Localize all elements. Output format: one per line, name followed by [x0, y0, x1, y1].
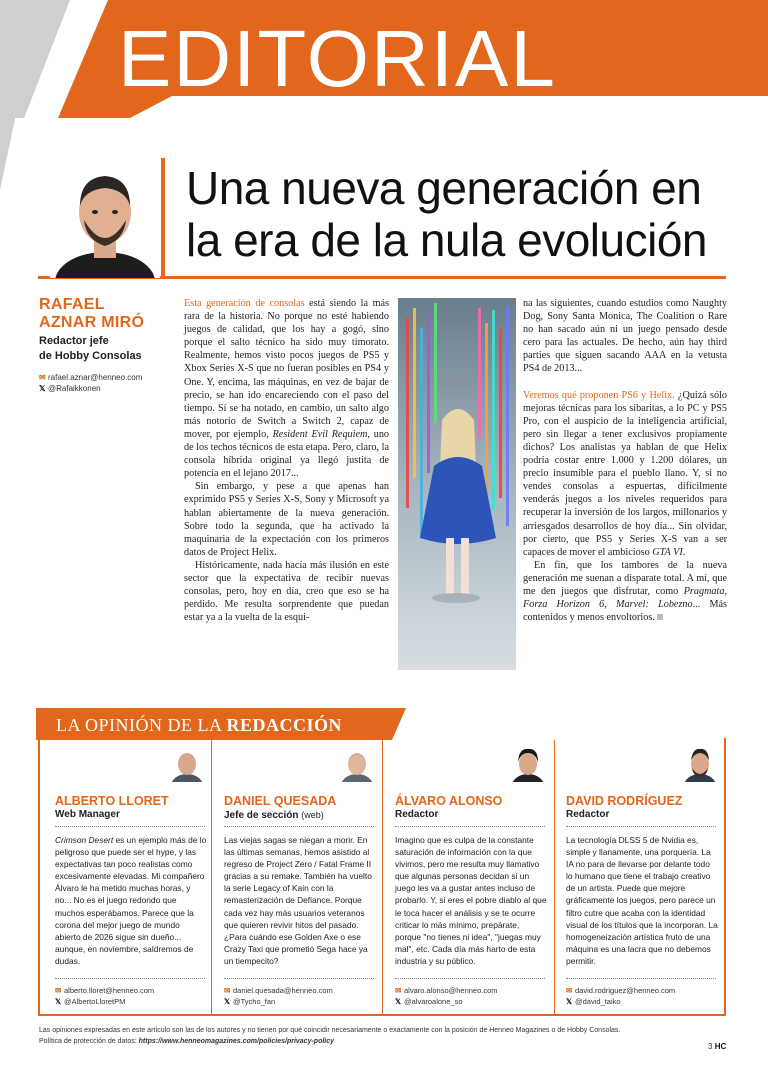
- card-text: La tecnología DLSS 5 de Nvidia es, simple y llanamente, una porquería. La IA no para de llevarse por delante todo lo humano que tiene el trabajo creativo de un artista. Puede que mejore gráficamente los juegos, pero parece un filtro cutre que acaba con la identidad visual de los títulos que la incorporan. La homogeneización artística fruto de una máquina es una lacra que no debemos permitir.: [566, 835, 718, 966]
- end-mark-icon: [657, 614, 663, 620]
- avatar-david-icon: [683, 746, 717, 782]
- italic-title: Crimson Desert: [55, 835, 114, 845]
- lead-text: Esta generación de consolas: [184, 298, 305, 309]
- paragraph-text: Históricamente, nada hacía más ilusión en este sector que la expectativa de recibir nuevas consolas, pero, hoy en día, creo que eso se ha perdido. Me resulta sorprendente que puedan estar ya a la vuelta de la esqui-: [184, 559, 389, 624]
- card-email[interactable]: [395, 985, 498, 996]
- dotted-separator: [55, 978, 205, 979]
- card-x-text: @david_taiko: [575, 997, 621, 1006]
- paragraph-tail: , uno de los techos técnicos de esta etapa. Pero, claro, la consola híbrida original ya llegó justita de potencia en el lejano 2017...: [184, 428, 390, 480]
- card-text: Las viejas sagas se niegan a morir. En las últimas semanas, hemos asistido al regreso de Project Zero / Fatal Frame II gracias a su remake. También ha vuelto la serie Legacy of Kain con la remasterización de Defiance. Porque cada vez hay más usuarios veteranos que quieren revivir hitos del pasado. ¿Para cuándo ese Golden Axe o ese Crazy Taxi que prometió Sega hace ya un tiempecito?: [224, 835, 372, 966]
- author-x-text: @Rafaikkonen: [48, 384, 101, 393]
- card-role-text: Web Manager: [55, 809, 120, 820]
- card-x-handle[interactable]: [55, 996, 125, 1007]
- email-icon: ✉: [39, 373, 46, 382]
- card-role: [224, 809, 324, 822]
- author-name-line-1: RAFAEL: [39, 296, 105, 313]
- opinion-card-daniel: [212, 740, 382, 1016]
- paragraph-1: [184, 297, 389, 480]
- email-icon: ✉: [55, 986, 62, 995]
- author-role-line-1: Redactor jefe: [39, 335, 109, 347]
- card-name: DANIEL QUESADA: [224, 794, 337, 808]
- paragraph-text: está siendo la más rara de la historia. No porque no esté habiendo juegos de calidad, que los hay a gogó, sino porque el salto técnico ha sido muy timorato. Realmente, hemos visto pocos juegos de PS5 y Xbox Series X-S que no fueran posibles en PS4 y One. Y, encima, las máquinas, en vez de bajar de precio, se han ido encareciendo con el paso del tiempo. Sí se ha notado, en cambio, un salto algo más notorio de Switch a Switch 2, capaz de mover, por ejemplo,: [184, 298, 389, 440]
- paragraph-text: Sin embargo, y pese a que apenas han exprimido PS5 y Series X-S, Sony y Microsoft ya hablan abiertamente de la nueva generación. Sobre todo la segunda, que ha activado la maquinaria de la expectación con los primeros datos de Project Helix.: [184, 481, 389, 558]
- paragraph-tail: ... Más contenidos y menos envoltorios.: [523, 599, 727, 624]
- x-logo-icon: 𝕏: [224, 997, 231, 1006]
- italic-title: Pragmata, Forza Horizon 6, Marvel: Lobezno: [523, 585, 727, 611]
- card-role-text: Redactor: [395, 809, 439, 820]
- card-email[interactable]: [224, 985, 333, 996]
- avatar-alvaro-icon: [511, 746, 545, 782]
- italic-title: GTA VI: [652, 546, 683, 558]
- paragraph-6: [523, 559, 727, 624]
- dotted-separator: [224, 826, 374, 827]
- dotted-separator: [395, 978, 545, 979]
- opinion-title-part-2: REDACCIÓN: [226, 715, 343, 735]
- paragraph-tail: .: [682, 546, 686, 558]
- section-title: EDITORIAL: [118, 14, 557, 103]
- author-email-text: rafael.aznar@henneo.com: [48, 373, 143, 382]
- disclaimer-text: Las opiniones expresadas en este artículo son las de los autores y no tienen por qué coincidir necesariamente o exactamente con la posición de Henneo Magazines o de Hobby Consolas.: [39, 1027, 621, 1034]
- author-role: [39, 334, 149, 364]
- card-x-handle[interactable]: [566, 996, 621, 1007]
- card-x-handle[interactable]: [395, 996, 462, 1007]
- article-headline: [186, 162, 746, 266]
- opinion-section-title: [56, 714, 342, 736]
- card-text: Imagino que es culpa de la constante saturación de información con la que vivimos, pero me resulta muy llamativo que algunas personas decidan si un juego les va a gustar antes incluso de probarlo. Y, si eres el pobre diablo al que le toca hacer el análisis y se te ocurre criticar lo más mínimo, prepárate, porque "no tienes ni idea", "juegas muy mal", etc. Cada día más harto de esta industria y su público.: [395, 835, 547, 966]
- opinion-card-alberto: [40, 740, 211, 1016]
- card-email-text: alberto.lloret@henneo.com: [64, 986, 155, 995]
- lead-text: Veremos qué proponen PS6 y Helix.: [523, 389, 675, 401]
- italic-title: Resident Evil Requiem: [272, 428, 368, 440]
- avatar-daniel-icon: [340, 746, 374, 782]
- card-role: [55, 809, 120, 821]
- author-x-handle[interactable]: [39, 384, 101, 394]
- card-role-extra: (web): [301, 810, 324, 820]
- card-name: DAVID RODRÍGUEZ: [566, 794, 683, 808]
- privacy-line: [39, 1036, 729, 1047]
- author-name-line-2: AZNAR MIRÓ: [39, 314, 145, 331]
- card-text: [55, 834, 207, 967]
- email-icon: ✉: [566, 986, 573, 995]
- opinion-card-alvaro: [383, 740, 554, 1016]
- paragraph-2: [184, 480, 389, 559]
- dotted-separator: [395, 826, 545, 827]
- x-logo-icon: 𝕏: [55, 997, 62, 1006]
- grey-stripe: [0, 0, 40, 200]
- article-column-1: [184, 297, 389, 624]
- author-name: [39, 296, 144, 332]
- policy-label: Política de protección de datos:: [39, 1038, 139, 1045]
- card-x-handle[interactable]: [224, 996, 275, 1007]
- avatar-alberto-icon: [170, 746, 204, 782]
- paragraph-text: ¿Quizá sólo mejoras técnicas para los sibaritas, a lo PC y PS5 Pro, con el auspicio de la inteligencia artificial, pero sin llegar a tener exclusivos propiamente dichos? Los analistas ya hablan de que Helix podría costar entre 1.000 y 1.200 dólares, un precio insumible para el pueblo llano. Y, si no vendes consolas a espuertas, difícilmente venderás juegos a los niveles requeridos para recuperar la inversión de los largos, millonarios y arriesgados desarrollos de hoy día... Sin olvidar, por cierto, que PS5 y Series X-S van a ser capaces de mover el ambicioso: [523, 389, 727, 558]
- dotted-separator: [566, 826, 716, 827]
- card-x-text: @alvaroalone_so: [404, 997, 463, 1006]
- card-email[interactable]: [566, 985, 675, 996]
- opinion-title-part-1: LA OPINIÓN DE LA: [56, 715, 227, 735]
- card-email-text: alvaro.alonso@henneo.com: [404, 986, 498, 995]
- page-brand: HC: [714, 1042, 727, 1051]
- email-icon: ✉: [395, 986, 402, 995]
- x-logo-icon: 𝕏: [39, 384, 46, 393]
- dotted-separator: [566, 978, 716, 979]
- card-role: [395, 809, 438, 821]
- dotted-separator: [224, 978, 374, 979]
- game-character-illustration-icon: [398, 298, 516, 670]
- footer-disclaimer: [39, 1025, 729, 1047]
- x-logo-icon: 𝕏: [566, 997, 573, 1006]
- headline-line-1: Una nueva generación en: [186, 162, 702, 214]
- paragraph-4: [523, 297, 727, 376]
- header-banner: [0, 0, 768, 118]
- page-number-value: 3: [708, 1042, 713, 1051]
- email-icon: ✉: [224, 986, 231, 995]
- card-email-text: daniel.quesada@henneo.com: [233, 986, 333, 995]
- card-email-text: david.rodriguez@henneo.com: [575, 986, 676, 995]
- paragraph-text: na las siguientes, cuando estudios como Naughty Dog, Sony Santa Monica, The Coalition o Rare no han sacado aún ni un juego pensado desde cero para las actuales. De hecho, aún hay third parties que siguen sacando AAA en la vetusta PS4 de 2013...: [523, 298, 727, 375]
- card-text-body: es un ejemplo más de lo peligroso que puede ser el hype, y las expectativas tan poco realistas como excesivamente elevadas. Mi compañero Álvaro le ha metido muchas horas, y no... No es el juego redondo que muchos esperábamos. Parece que la corona del mejor juego de mundo abierto de 2026 sigue sin dueño... aunque, en noviembre, saldremos de dudas.: [55, 835, 207, 966]
- card-role-text: Jefe de sección: [224, 810, 299, 821]
- paragraph-text: En fin, que los tambores de la nueva generación me suenan a disparate total. A mí, que me den juegos que disfrutar, como: [523, 559, 727, 597]
- x-logo-icon: 𝕏: [395, 997, 402, 1006]
- card-email[interactable]: [55, 985, 154, 996]
- author-portrait-icon: [50, 160, 160, 278]
- opinion-card-david: [555, 740, 725, 1016]
- card-x-text: @Tycho_fan: [233, 997, 276, 1006]
- page-number: [708, 1042, 726, 1051]
- headline-line-2: la era de la nula evolución: [186, 214, 707, 266]
- author-divider-vertical: [161, 158, 165, 278]
- paragraph-3: [184, 559, 389, 624]
- card-role: [566, 809, 609, 821]
- author-role-line-2: de Hobby Consolas: [39, 350, 142, 362]
- article-column-2: [523, 297, 727, 624]
- card-x-text: @AlbertoLloretPM: [64, 997, 126, 1006]
- card-role-text: Redactor: [566, 809, 610, 820]
- author-email[interactable]: [39, 373, 142, 383]
- card-name: ALBERTO LLORET: [55, 794, 169, 808]
- privacy-policy-link[interactable]: https://www.henneomagazines.com/policies/privacy-policy: [138, 1038, 335, 1045]
- dotted-separator: [55, 826, 205, 827]
- paragraph-5: [523, 389, 727, 559]
- card-name: ÁLVARO ALONSO: [395, 794, 503, 808]
